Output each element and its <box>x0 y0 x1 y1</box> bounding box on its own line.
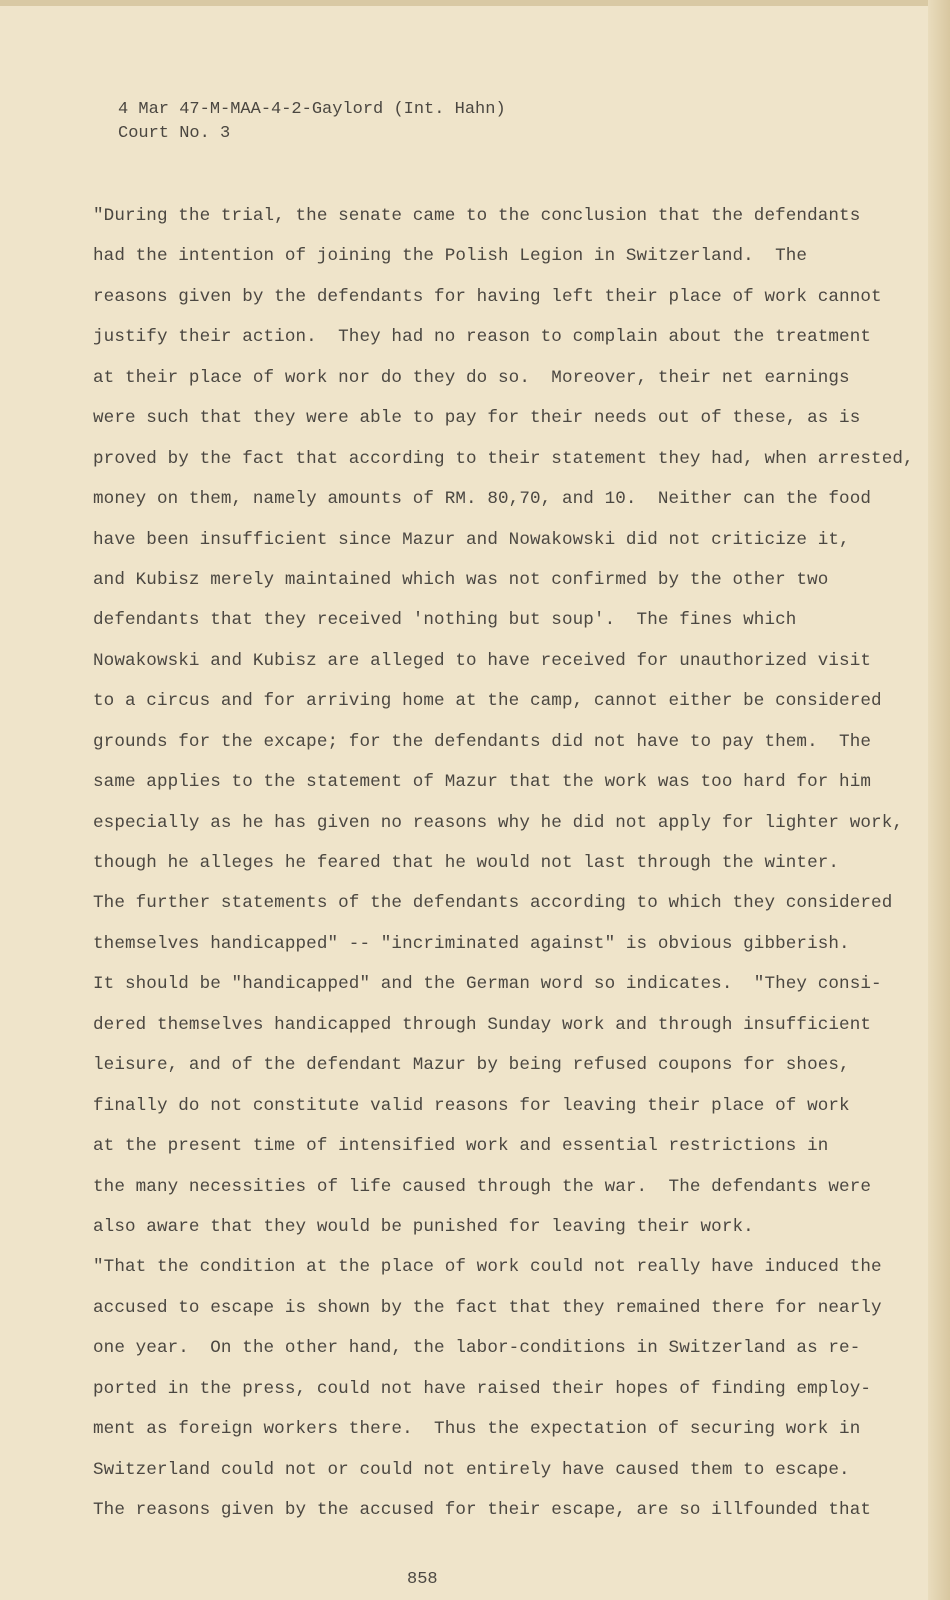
paper-right-edge <box>928 0 950 1600</box>
text-line: at the present time of intensified work and essential restrictions in <box>93 1136 829 1157</box>
text-line: also aware that they would be punished for leaving their work. <box>93 1216 754 1237</box>
text-line: though he alleges he feared that he would not last through the winter. <box>93 853 840 873</box>
text-line: themselves handicapped" -- "incriminated against" is obvious gibberish. <box>93 933 850 954</box>
text-line: and Kubisz merely maintained which was not confirmed by the other two <box>93 569 829 590</box>
text-line: one year. On the other hand, the labor-conditions in Switzerland as re- <box>93 1338 861 1359</box>
text-line: "During the trial, the senate came to the conclusion that the defendants <box>93 206 861 226</box>
text-line: Switzerland could not or could not entirely have caused them to escape. <box>93 1459 850 1480</box>
text-line: The reasons given by the accused for their escape, are so illfounded that <box>93 1500 872 1520</box>
text-line: Nowakowski and Kubisz are alleged to have received for unauthorized visit <box>93 650 872 671</box>
text-line: leisure, and of the defendant Mazur by being refused coupons for shoes, <box>93 1055 850 1076</box>
header-reference: 4 Mar 47-M-MAA-4-2-Gaylord (Int. Hahn) <box>118 100 506 119</box>
text-line: reasons given by the defendants for having left their place of work cannot <box>93 286 882 307</box>
text-line: The further statements of the defendants according to which they considered <box>93 893 893 914</box>
text-line: money on them, namely amounts of RM. 80,70, and 10. Neither can the food <box>93 489 872 510</box>
text-line: "That the condition at the place of work could not really have induced the <box>93 1257 882 1278</box>
document-body <box>93 196 914 1530</box>
text-line: justify their action. They had no reason to complain about the treatment <box>93 327 872 348</box>
text-line: It should be "handicapped" and the German word so indicates. "They consi- <box>93 974 882 995</box>
text-line: defendants that they received 'nothing but soup'. The fines which <box>93 610 797 631</box>
text-line: proved by the fact that according to their statement they had, when arrested, <box>93 448 914 469</box>
text-line: dered themselves handicapped through Sunday work and through insufficient <box>93 1014 872 1035</box>
text-line: were such that they were able to pay for their needs out of these, as is <box>93 408 861 429</box>
text-line: ported in the press, could not have raised their hopes of finding employ- <box>93 1378 872 1399</box>
document-header <box>118 98 506 146</box>
text-line: finally do not constitute valid reasons for leaving their place of work <box>93 1095 850 1116</box>
header-court: Court No. 3 <box>118 124 231 143</box>
text-line: to a circus and for arriving home at the camp, cannot either be considered <box>93 691 882 712</box>
text-line: at their place of work nor do they do so. Moreover, their net earnings <box>93 367 850 388</box>
text-line: especially as he has given no reasons why he did not apply for lighter work, <box>93 812 904 833</box>
text-line: same applies to the statement of Mazur that the work was too hard for him <box>93 772 872 793</box>
text-line: the many necessities of life caused through the war. The defendants were <box>93 1176 872 1197</box>
text-line: accused to escape is shown by the fact that they remained there for nearly <box>93 1297 882 1318</box>
text-line: ment as foreign workers there. Thus the expectation of securing work in <box>93 1419 861 1440</box>
text-line: grounds for the excape; for the defendants did not have to pay them. The <box>93 731 872 752</box>
text-line: have been insufficient since Mazur and Nowakowski did not criticize it, <box>93 529 850 550</box>
page-number: 858 <box>407 1570 438 1589</box>
paper-top-edge <box>0 0 950 6</box>
text-line: had the intention of joining the Polish Legion in Switzerland. The <box>93 246 808 267</box>
